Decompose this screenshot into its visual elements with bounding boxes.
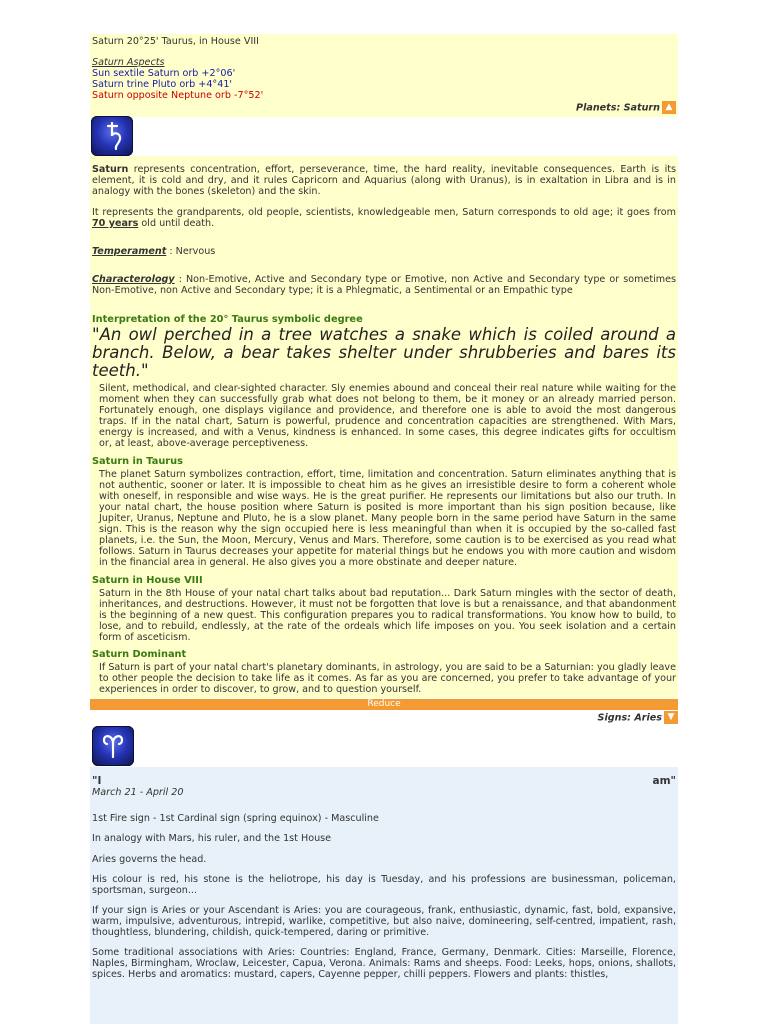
aspect-item[interactable]: Saturn trine Pluto orb +4°41' <box>92 79 233 90</box>
characterology-line <box>92 274 676 296</box>
saturn-house-panel <box>90 575 678 648</box>
symbolic-title: Interpretation of the 20° Taurus symbolic degree <box>92 314 363 325</box>
planets-bar-title: Planets: Saturn <box>576 102 660 114</box>
saturn-house-title: Saturn in House VIII <box>92 575 203 586</box>
saturn-house-text: Saturn in the 8th House of your natal chart talks about bad reputation... Dark Saturn mingles with the sector of death, inheritances, and destructions. However, it must not be forgotten that love is but a renaissance, and that abandonment is the beginning of a new quest. This configuration prepares you to radical transformations. You know how to build, to lose, and to rebuild, endlessly, at the rate of the ordeals which life imposes on you. You seek isolation and a certain form of asceticism. <box>99 588 676 643</box>
saturn-glyph-icon <box>91 116 133 156</box>
saturn-taurus-panel <box>90 455 678 575</box>
saturn-age-c: old until death. <box>138 218 215 229</box>
aries-dates: March 21 - April 20 <box>92 787 184 798</box>
saturn-intro-body: represents concentration, effort, perseverance, time, the hard reality, inevitable consequences. Earth is its element, it is cold and dry, and it rules Capricorn and Aquarius (along with Uranus), is in exaltation in Libra and is in analogy with the bones (skeleton) and the skin. <box>92 164 676 197</box>
aries-panel <box>90 767 678 1024</box>
symbolic-degree-panel <box>90 302 678 455</box>
characterology-link[interactable]: Characterology <box>92 274 175 285</box>
aries-traits: If your sign is Aries or your Ascendant is Aries: you are courageous, frank, enthusiastic, dynamic, fast, bold, expansive, warm, impulsive, adventurous, intrepid, warlike, competitive, but also naive, domineering, self-centred, impatient, rash, thoughtless, blundering, childish, quick-tempered, daring or primitive. <box>92 905 676 938</box>
symbolic-text: Silent, methodical, and clear-sighted character. Sly enemies abound and conceal their real nature while waiting for the moment when they can successfully grab what does not belong to them, be it money or an already married person. Fortunately enough, one displays vigilance and providence, and therefore one is able to avoid the most dangerous traps. If in the natal chart, Saturn is powerful, prudence and concentration capacities are strengthened. With Mars, energy is increased, and with a Venus, kindness is enhanced. In some cases, this degree indicates gifts for occultism or, at least, above-average perceptiveness. <box>99 383 676 449</box>
signs-bar <box>90 711 678 725</box>
saturn-name: Saturn <box>92 164 129 175</box>
reduce-button[interactable]: Reduce <box>90 699 678 710</box>
aspect-item[interactable]: Sun sextile Saturn orb +2°06' <box>92 68 236 79</box>
aspect-item[interactable]: Saturn opposite Neptune orb -7°52' <box>92 90 264 101</box>
characterology-value: : Non-Emotive, Active and Secondary type or Emotive, non Active and Secondary type or sometimes Non-Emotive, non Active and Secondary type; it is a Phlegmatic, a Sentimental or an Empathic type <box>92 274 676 296</box>
saturn-age-link[interactable]: 70 years <box>92 218 139 229</box>
aries-associations: Some traditional associations with Aries: Countries: England, France, Germany, Denmark. Cities: Marseille, Florence, Naples, Birmingham, Wroclaw, Leicester, Capua, Verona. Animals: Rams and sheeps. Food: Leeks, hops, onions, shallots, spices. Herbs and aromatics: mustard, capers, Cayenne pepper, chilli peppers. Flowers and plants: thistles, <box>92 947 676 980</box>
aries-ruler: In analogy with Mars, his ruler, and the 1st House <box>92 833 332 844</box>
saturn-taurus-title: Saturn in Taurus <box>92 456 183 467</box>
collapse-arrow-icon[interactable]: ▲ <box>662 101 676 114</box>
expand-arrow-icon[interactable]: ▼ <box>664 711 678 724</box>
saturn-intro-panel <box>90 156 678 302</box>
aries-body-part: Aries governs the head. <box>92 854 207 865</box>
symbolic-quote: "An owl perched in a tree watches a snake which is coiled around a branch. Below, a bear takes shelter under shrubberies and bares its teeth." <box>92 325 676 380</box>
saturn-taurus-text: The planet Saturn symbolizes contraction, effort, time, limitation and concentration. Saturn eliminates anything that is not authentic, sooner or later. It is impossible to cheat him as he gives an irresistible desire to form a coherent whole with oneself, in responsible and wise ways. He is the great purifier. He represents our limitations but also our truth. In your natal chart, the house position where Saturn is posited is more important than his sign position because, like Jupiter, Uranus, Neptune and Pluto, he is a slow planet. Many people born in the same period have Saturn in the same sign. This is the reason why the sign occupied here is less meaningful than when it is occupied by the so-called fast planets, i.e. the Sun, the Moon, Mercury, Venus and Mars. Therefore, some caution is to be exercised as you read what follows. Saturn in Taurus decreases your appetite for material things but he endows you with more caution and wisdom in the financial area in general. He also gives you a more obstinate and deeper nature. <box>99 469 676 568</box>
aries-colour: His colour is red, his stone is the heliotrope, his day is Tuesday, and his professions are businessman, policeman, sportsman, surgeon... <box>92 874 676 896</box>
saturn-position: Saturn 20°25' Taurus, in House VIII <box>92 36 259 47</box>
temperament-value: : Nervous <box>166 246 216 257</box>
saturn-age-a: It represents the grandparents, old people, scientists, knowledgeable men, Saturn corresponds to old age; it goes from <box>92 207 676 218</box>
saturn-dominant-panel <box>90 648 678 698</box>
aries-motto-left: "I <box>92 775 102 787</box>
saturn-dominant-text: If Saturn is part of your natal chart's planetary dominants, in astrology, you are said to be a Saturnian: you gladly leave to other people the decision to take life as it comes. As far as you are concerned, you prefer to take advantage of your experiences in order to discover, to grow, and to question yourself. <box>99 662 676 695</box>
aries-element: 1st Fire sign - 1st Cardinal sign (spring equinox) - Masculine <box>92 813 379 824</box>
signs-bar-title: Signs: Aries <box>597 712 662 724</box>
temperament-link[interactable]: Temperament <box>92 246 167 257</box>
aries-motto-right: am" <box>652 775 676 787</box>
saturn-intro-text <box>92 164 676 197</box>
aries-glyph-icon <box>92 726 134 766</box>
saturn-aspects-panel <box>90 34 678 117</box>
temperament-line <box>92 246 215 257</box>
saturn-age-text <box>92 207 676 229</box>
saturn-dominant-title: Saturn Dominant <box>92 649 187 660</box>
planets-bar <box>576 101 676 114</box>
aspects-title[interactable]: Saturn Aspects <box>92 57 165 68</box>
